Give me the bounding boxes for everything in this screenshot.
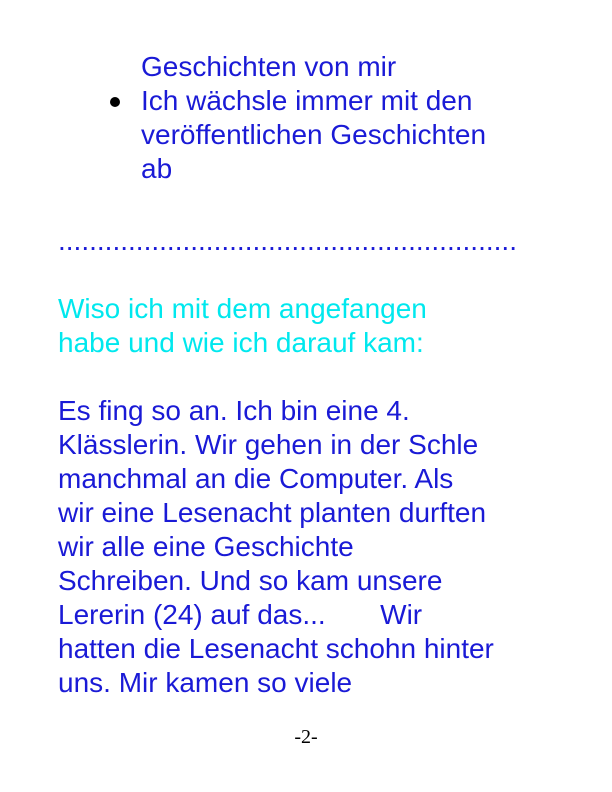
paragraph-line: wir alle eine Geschichte bbox=[58, 531, 354, 562]
heading-line: habe und wie ich darauf kam: bbox=[58, 327, 424, 358]
heading-line: Wiso ich mit dem angefangen bbox=[58, 293, 427, 324]
body-paragraph bbox=[58, 394, 494, 700]
paragraph-line: hatten die Lesenacht schohn hinter bbox=[58, 633, 494, 664]
paragraph-line: Schreiben. Und so kam unsere bbox=[58, 565, 443, 596]
dotted-separator: ........................................................... bbox=[58, 225, 517, 256]
paragraph-line: uns. Mir kamen so viele bbox=[58, 667, 353, 698]
bullet-dot-icon bbox=[110, 97, 120, 107]
paragraph-line: Klässlerin. Wir gehen in der Schle bbox=[58, 429, 479, 460]
bullet-item-line: veröffentlichen Geschichten bbox=[141, 119, 487, 150]
bullet-continuation-text: Geschichten von mir bbox=[141, 51, 397, 82]
bullet-item-line: Ich wächsle immer mit den bbox=[141, 85, 473, 116]
paragraph-line: wir eine Lesenacht planten durften bbox=[58, 497, 487, 528]
paragraph-line: Lererin (24) auf das... Wir bbox=[58, 599, 423, 630]
paragraph-line: manchmal an die Computer. Als bbox=[58, 463, 454, 494]
bullet-item bbox=[141, 84, 486, 186]
section-heading bbox=[58, 292, 427, 360]
bullet-item-line: ab bbox=[141, 153, 173, 184]
page-number: -2- bbox=[294, 726, 318, 748]
paragraph-line: Es fing so an. Ich bin eine 4. bbox=[58, 395, 410, 426]
